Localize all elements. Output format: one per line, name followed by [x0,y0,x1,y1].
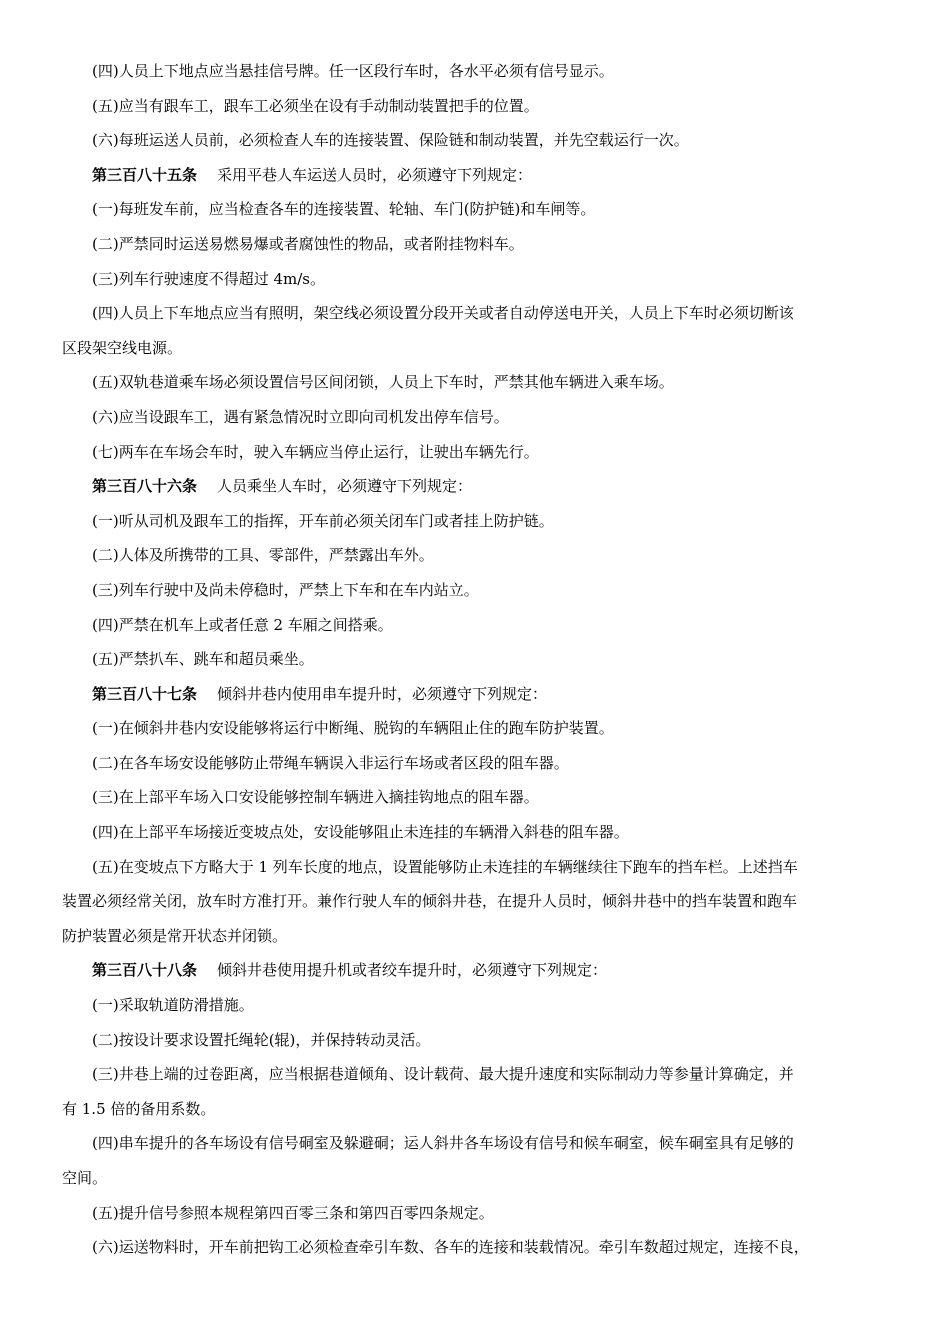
list-item: (一)听从司机及跟车工的指挥，开车前必须关闭车门或者挂上防护链。 [92,511,554,530]
list-item: (二)人体及所携带的工具、零部件，严禁露出车外。 [92,546,434,565]
article-number: 第三百八十七条 [92,684,198,703]
article-number: 第三百八十八条 [92,961,198,980]
list-item: (一)采取轨道防滑措施。 [92,996,254,1015]
paragraph-continuation: 区段架空线电源。 [62,338,183,357]
article-text: 人员乘坐人车时，必须遵守下列规定： [217,477,473,496]
article-text: 倾斜井巷内使用串车提升时，必须遵守下列规定： [217,684,548,703]
list-item: (四)人员上下车地点应当有照明，架空线必须设置分段开关或者自动停送电开关，人员上下车时必须切断该 [92,304,794,323]
list-item: (五)在变坡点下方略大于 1 列车长度的地点，设置能够防止未连挂的车辆继续往下跑车的挡车栏。上述挡车 [92,857,798,876]
list-item: (七)两车在车场会车时，驶入车辆应当停止运行，让驶出车辆先行。 [92,442,539,461]
article-number: 第三百八十六条 [92,477,198,496]
list-item: (一)每班发车前，应当检查各车的连接装置、轮轴、车门(防护链)和车闸等。 [92,200,596,219]
article-paragraph [0,677,950,712]
list-item: (四)串车提升的各车场设有信号硐室及躲避硐；运人斜井各车场设有信号和候车硐室，候车硐室具有足够的 [92,1134,794,1153]
article-text: 采用平巷人车运送人员时，必须遵守下列规定： [217,165,533,184]
list-item: (四)严禁在机车上或者任意 2 车厢之间搭乘。 [92,615,393,634]
list-item: (五)双轨巷道乘车场必须设置信号区间闭锁，人员上下车时，严禁其他车辆进入乘车场。 [92,373,674,392]
list-item: (四)在上部平车场接近变坡点处，安设能够阻止未连挂的车辆滑入斜巷的阻车器。 [92,823,629,842]
list-item: (三)列车行驶速度不得超过 4m/s。 [92,269,325,288]
article-paragraph [0,469,950,504]
list-item: (三)井巷上端的过卷距离，应当根据巷道倾角、设计载荷、最大提升速度和实际制动力等参量计算确定，并 [92,1065,794,1084]
list-item: (三)列车行驶中及尚未停稳时，严禁上下车和在车内站立。 [92,580,479,599]
list-item: (六)每班运送人员前，必须检查人车的连接装置、保险链和制动装置，并先空载运行一次。 [92,131,689,150]
list-item: (五)应当有跟车工，跟车工必须坐在设有手动制动装置把手的位置。 [92,96,539,115]
list-item: (六)应当设跟车工，遇有紧急情况时立即向司机发出停车信号。 [92,407,509,426]
article-paragraph [0,953,950,988]
list-item: (五)提升信号参照本规程第四百零三条和第四百零四条规定。 [92,1203,494,1222]
article-text: 倾斜井巷使用提升机或者绞车提升时，必须遵守下列规定： [217,961,608,980]
article-number: 第三百八十五条 [92,165,198,184]
paragraph-continuation: 装置必须经常关闭，放车时方准打开。兼作行驶人车的倾斜井巷，在提升人员时，倾斜井巷中的挡车装置和跑车 [62,892,798,911]
list-item: (一)在倾斜井巷内安设能够将运行中断绳、脱钩的车辆阻止住的跑车防护装置。 [92,719,614,738]
paragraph-continuation: 防护装置必须是常开状态并闭锁。 [62,926,288,945]
paragraph-continuation: 有 1.5 倍的备用系数。 [62,1099,216,1118]
paragraph-continuation: 空间。 [62,1169,108,1187]
list-item: (二)按设计要求设置托绳轮(辊)，并保持转动灵活。 [92,1030,431,1049]
article-paragraph [0,158,950,193]
list-item: (五)严禁扒车、跳车和超员乘坐。 [92,650,314,669]
list-item: (六)运送物料时，开车前把钩工必须检查牵引车数、各车的连接和装载情况。牵引车数超过规定，连接不良， [92,1238,809,1257]
list-item: (三)在上部平车场入口安设能够控制车辆进入摘挂钩地点的阻车器。 [92,788,539,807]
list-item: (四)人员上下地点应当悬挂信号牌。任一区段行车时，各水平必须有信号显示。 [92,62,614,80]
document-page [0,54,950,1265]
list-item: (二)严禁同时运送易燃易爆或者腐蚀性的物品，或者附挂物料车。 [92,234,524,253]
list-item: (二)在各车场安设能够防止带绳车辆误入非运行车场或者区段的阻车器。 [92,753,569,772]
